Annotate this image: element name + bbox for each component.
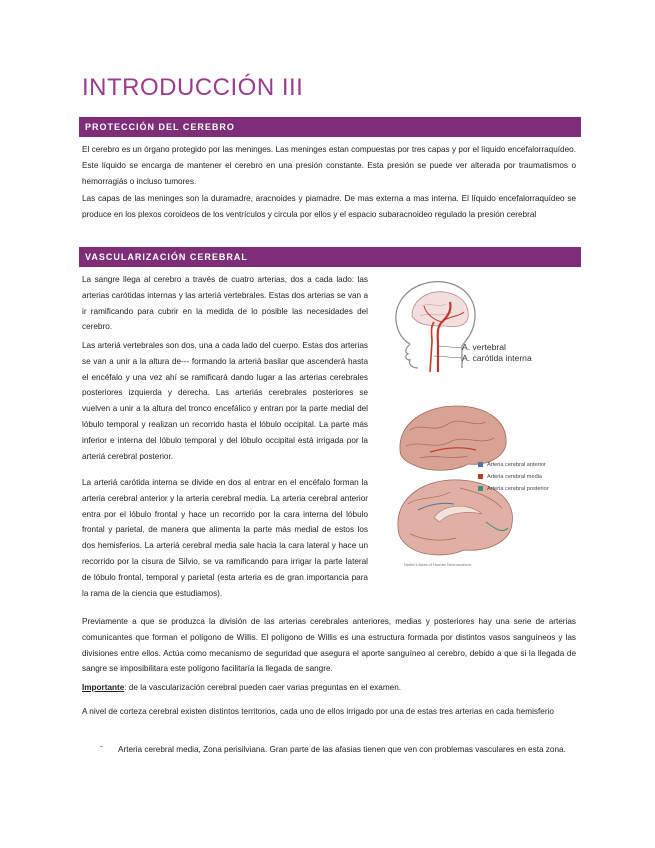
paragraph-vertebrales: Las arteriá vertebrales son dos, una a cada lado del cuerpo. Estas dos arterias se van a unir a la altura de--- formando la arteriá basilar que ascenderá hasta el encéfalo y una vez ahí se ramificará dando lugar a las arterias cerebrales posteriores izquierda y derecha. Las arteriás cerebrales posteriores se vuelven a unir a la altura del tronco encefálico y entran por la parte medial del lóbulo temporal y realizan un recorrido hasta el lóbulo occipital. La parte más inferior e interna del lóbulo temporal y del lóbulo occipital está irrigada por la arteriá cerebral posterior.: [82, 341, 368, 461]
paragraph-territorios: A nivel de corteza cerebral existen distintos territorios, cada uno de ellos irrigado por una de estas tres arterias en cada hemisferio: [82, 707, 554, 716]
legend-item-posterior: Arteria cerebral posterior: [478, 486, 549, 492]
legend-swatch-anterior: [478, 462, 483, 467]
page-title: INTRODUCCIÓN III: [82, 74, 304, 101]
legend-swatch-media: [478, 474, 483, 479]
bullet-dash: -: [100, 742, 103, 751]
label-vertebral: A. vertebral: [462, 342, 506, 352]
paragraph-capas: Las capas de las meninges son la duramadre, aracnoides y piamadre. De mas externa a mas interna. El líquido encefalorraquídeo se produce en los plexos coroideos de los ventrículos y circula por ellos y el espacio subaracnoideo regulado la presión cerebral: [82, 194, 576, 219]
head-arteries-figure: [382, 276, 582, 376]
important-label: Importante: [82, 683, 125, 692]
section-heading-vascularizacion: VASCULARIZACIÓN CEREBRAL: [79, 247, 581, 267]
paragraph-willis: Previamente a que se produzca la división de las arterias cerebrales anteriores, medias y posteriores hay una serie de arterias comunicantes que forman el polígono de Willis. El polígono de Willis es una estructura formada por distintos vasos sanguíneos y las divisiones entre ellos. Actúa como mecanismo de seguridad que asegura el aporte sanguíneo al cerebro, debido a que si la llegada de sangre se imposibilitara este polígono facilitaría la llegada de sangre.: [82, 617, 576, 674]
figure-caption: Netter's Atlas of Human Neuroscience: [404, 562, 472, 567]
paragraph-cuatro-arterias: La sangre llega al cerebro a través de cuatro arterias, dos a cada lado: las arterias carótidas internas y las arteriá vertebrales. Estas dos arterias se van a ir ramificando para cubrir en la medida de lo posible las necesidades del cerebro.: [82, 275, 368, 332]
important-note: [82, 680, 576, 696]
paragraph-carotida: La arteriá carótida interna se divide en dos al entrar en el encéfalo forman la arteria cerebral anterior y la arteria cerebral media. La arteria cerebral anterior entra por el lóbulo frontal y hace un recorrido por la cara interna del lóbulo frontal y parietal, de manera que alimenta la parte más medial de estos los dos hemisferios. La arteriá cerebral media sale hacia la cara lateral y hace un recorrido por la cisura de Silvio, se va ramificando para irrigar la parte lateral de lóbulo frontal, temporal y parietal (esta arteria es de gran importancia para la rama de la ciencia que estudiamos).: [82, 478, 368, 598]
legend-swatch-posterior: [478, 486, 483, 491]
label-carotid: A. carótida interna: [462, 353, 532, 363]
territories-legend: [478, 462, 549, 492]
legend-item-media: Arteria cerebral media: [478, 474, 549, 480]
paragraph-meninges: El cerebro es un órgano protegido por las meninges. Las meninges estan compuestas por tres capas y por el líquido encefalorraquídeo. Este líquido se encarga de mantener el cerebro en una presión constante. Esta presión se puede ver alterada por traumatismos o hemorragiás o incluso tumores.: [82, 145, 576, 186]
important-text: : de la vascularización cerebral pueden caer varias preguntas en el examen.: [124, 683, 402, 692]
legend-item-anterior: Arteria cerebral anterior: [478, 462, 549, 468]
bullet-item-cerebral-media: Arteria cerebral media, Zona perisilviana. Gran parte de las afasias tienen que ven con problemas vasculares en esta zona.: [118, 745, 566, 754]
section-heading-proteccion: PROTECCIÓN DEL CEREBRO: [79, 117, 581, 137]
brain-territories-figure: [390, 400, 580, 580]
